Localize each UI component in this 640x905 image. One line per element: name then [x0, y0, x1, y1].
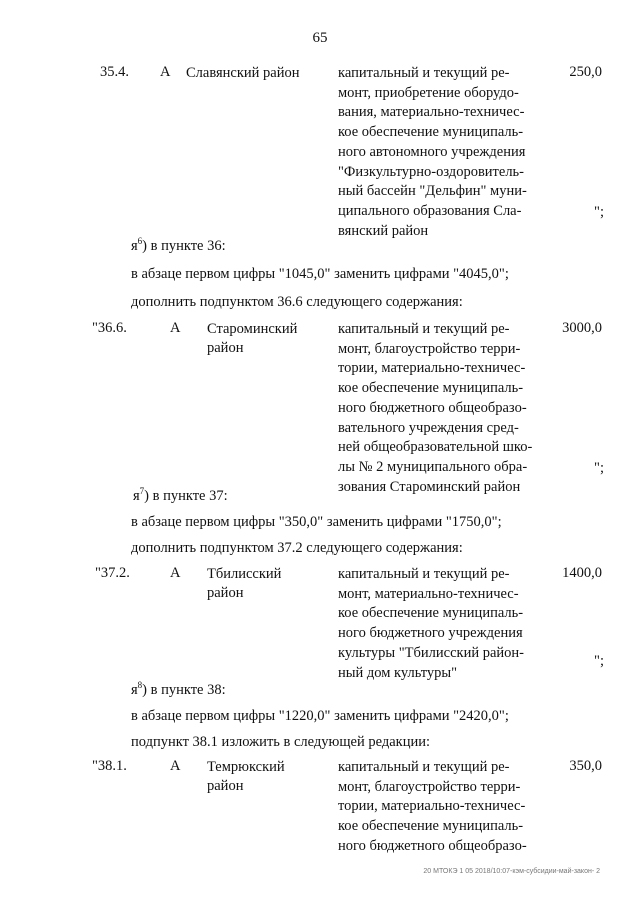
- district-line: Староминский: [207, 321, 298, 337]
- item-district: [207, 320, 297, 358]
- closing-quote: ";: [594, 460, 604, 476]
- paragraph-superscript: 6: [137, 236, 143, 247]
- desc-line: монт, приобретение оборудо-: [338, 84, 519, 101]
- desc-line: лы № 2 муниципального обра-: [338, 458, 528, 475]
- desc-line: кое обеспечение муниципаль-: [338, 818, 524, 835]
- item-description: [338, 320, 536, 497]
- paragraph-letter: я: [131, 238, 138, 254]
- paragraph-superscript: 8: [137, 680, 143, 691]
- desc-line: ципального образования Сла-: [338, 202, 522, 219]
- desc-line: капитальный и текущий ре-: [338, 65, 510, 81]
- desc-line: кое обеспечение муниципаль-: [338, 605, 524, 622]
- item-number: "37.2.: [95, 565, 130, 581]
- desc-line: монт, благоустройство терри-: [338, 778, 521, 795]
- desc-line: ный бассейн "Дельфин" муни-: [338, 183, 527, 200]
- desc-line: монт, материально-техничес-: [338, 585, 519, 602]
- desc-line: кое обеспечение муниципаль-: [338, 380, 524, 397]
- paragraph-letter: я: [133, 488, 140, 504]
- district-line: район: [207, 778, 244, 794]
- item-amount: 1400,0: [562, 565, 602, 581]
- desc-line: ного бюджетного учреждения: [338, 625, 523, 642]
- item-category: А: [170, 320, 181, 336]
- paragraph-7-line-2: в абзаце первом цифры "350,0" заменить цифрами "1750,0";: [131, 514, 502, 530]
- desc-line: ного бюджетного общеобразо-: [338, 837, 527, 854]
- paragraph-6-line-2: в абзаце первом цифры "1045,0" заменить цифрами "4045,0";: [131, 266, 509, 282]
- desc-line: культуры "Тбилисский район-: [338, 644, 525, 661]
- district-line: район: [207, 340, 244, 356]
- desc-line: "Физкультурно-оздоровитель-: [338, 163, 524, 180]
- closing-quote: ";: [594, 204, 604, 220]
- desc-line: капитальный и текущий ре-: [338, 759, 510, 775]
- closing-quote: ";: [594, 653, 604, 669]
- paragraph-item-6: [131, 238, 226, 255]
- paragraph-text: ) в пункте 36:: [142, 238, 226, 254]
- desc-line: ный дом культуры": [338, 664, 458, 681]
- desc-line: капитальный и текущий ре-: [338, 321, 510, 337]
- paragraph-7-line-3: дополнить подпунктом 37.2 следующего содержания:: [131, 540, 463, 556]
- item-amount: 3000,0: [562, 320, 602, 336]
- item-number: 35.4.: [100, 64, 129, 80]
- paragraph-item-8: [131, 682, 226, 699]
- item-number: "36.6.: [92, 320, 127, 336]
- district-line: район: [207, 585, 244, 601]
- desc-line: ного автономного учреждения: [338, 143, 526, 160]
- desc-line: кое обеспечение муниципаль-: [338, 124, 524, 141]
- paragraph-letter: я: [131, 682, 138, 698]
- paragraph-text: ) в пункте 38:: [142, 682, 226, 698]
- district-line: Темрюкский: [207, 759, 285, 775]
- item-amount: 350,0: [569, 758, 602, 774]
- desc-line: ней общеобразовательной шко-: [338, 439, 533, 456]
- item-district: Славянский район: [186, 65, 300, 81]
- paragraph-superscript: 7: [139, 486, 145, 497]
- item-district: [207, 565, 281, 603]
- paragraph-8-line-3: подпункт 38.1 изложить в следующей редакции:: [131, 734, 431, 750]
- paragraph-6-line-3: дополнить подпунктом 36.6 следующего содержания:: [131, 294, 463, 310]
- paragraph-8-line-2: в абзаце первом цифры "1220,0" заменить цифрами "2420,0";: [131, 708, 509, 724]
- page-number: 65: [312, 30, 328, 46]
- desc-line: ного бюджетного общеобразо-: [338, 399, 527, 416]
- item-category: А: [170, 758, 181, 774]
- document-footer: 20 МТОКЭ 1 05 2018/10:07-кэм-субсидии-май-закон- 2: [423, 868, 600, 875]
- desc-line: капитальный и текущий ре-: [338, 566, 510, 582]
- item-description: [338, 758, 536, 857]
- paragraph-text: ) в пункте 37:: [144, 488, 228, 504]
- desc-line: тории, материально-техничес-: [338, 798, 526, 815]
- district-line: Тбилисский: [207, 566, 282, 582]
- desc-line: вянский район: [338, 222, 429, 239]
- desc-line: вания, материально-техничес-: [338, 104, 525, 121]
- item-description: [338, 565, 536, 683]
- desc-line: тории, материально-техничес-: [338, 360, 526, 377]
- desc-line: монт, благоустройство терри-: [338, 340, 521, 357]
- desc-line: зования Староминский район: [338, 478, 521, 495]
- item-category: А: [170, 565, 181, 581]
- item-amount: 250,0: [569, 64, 602, 80]
- paragraph-item-7: [133, 488, 228, 505]
- item-category: А: [160, 64, 171, 80]
- item-number: "38.1.: [92, 758, 127, 774]
- item-district: [207, 758, 285, 796]
- desc-line: вательного учреждения сред-: [338, 419, 519, 436]
- item-description: [338, 64, 536, 241]
